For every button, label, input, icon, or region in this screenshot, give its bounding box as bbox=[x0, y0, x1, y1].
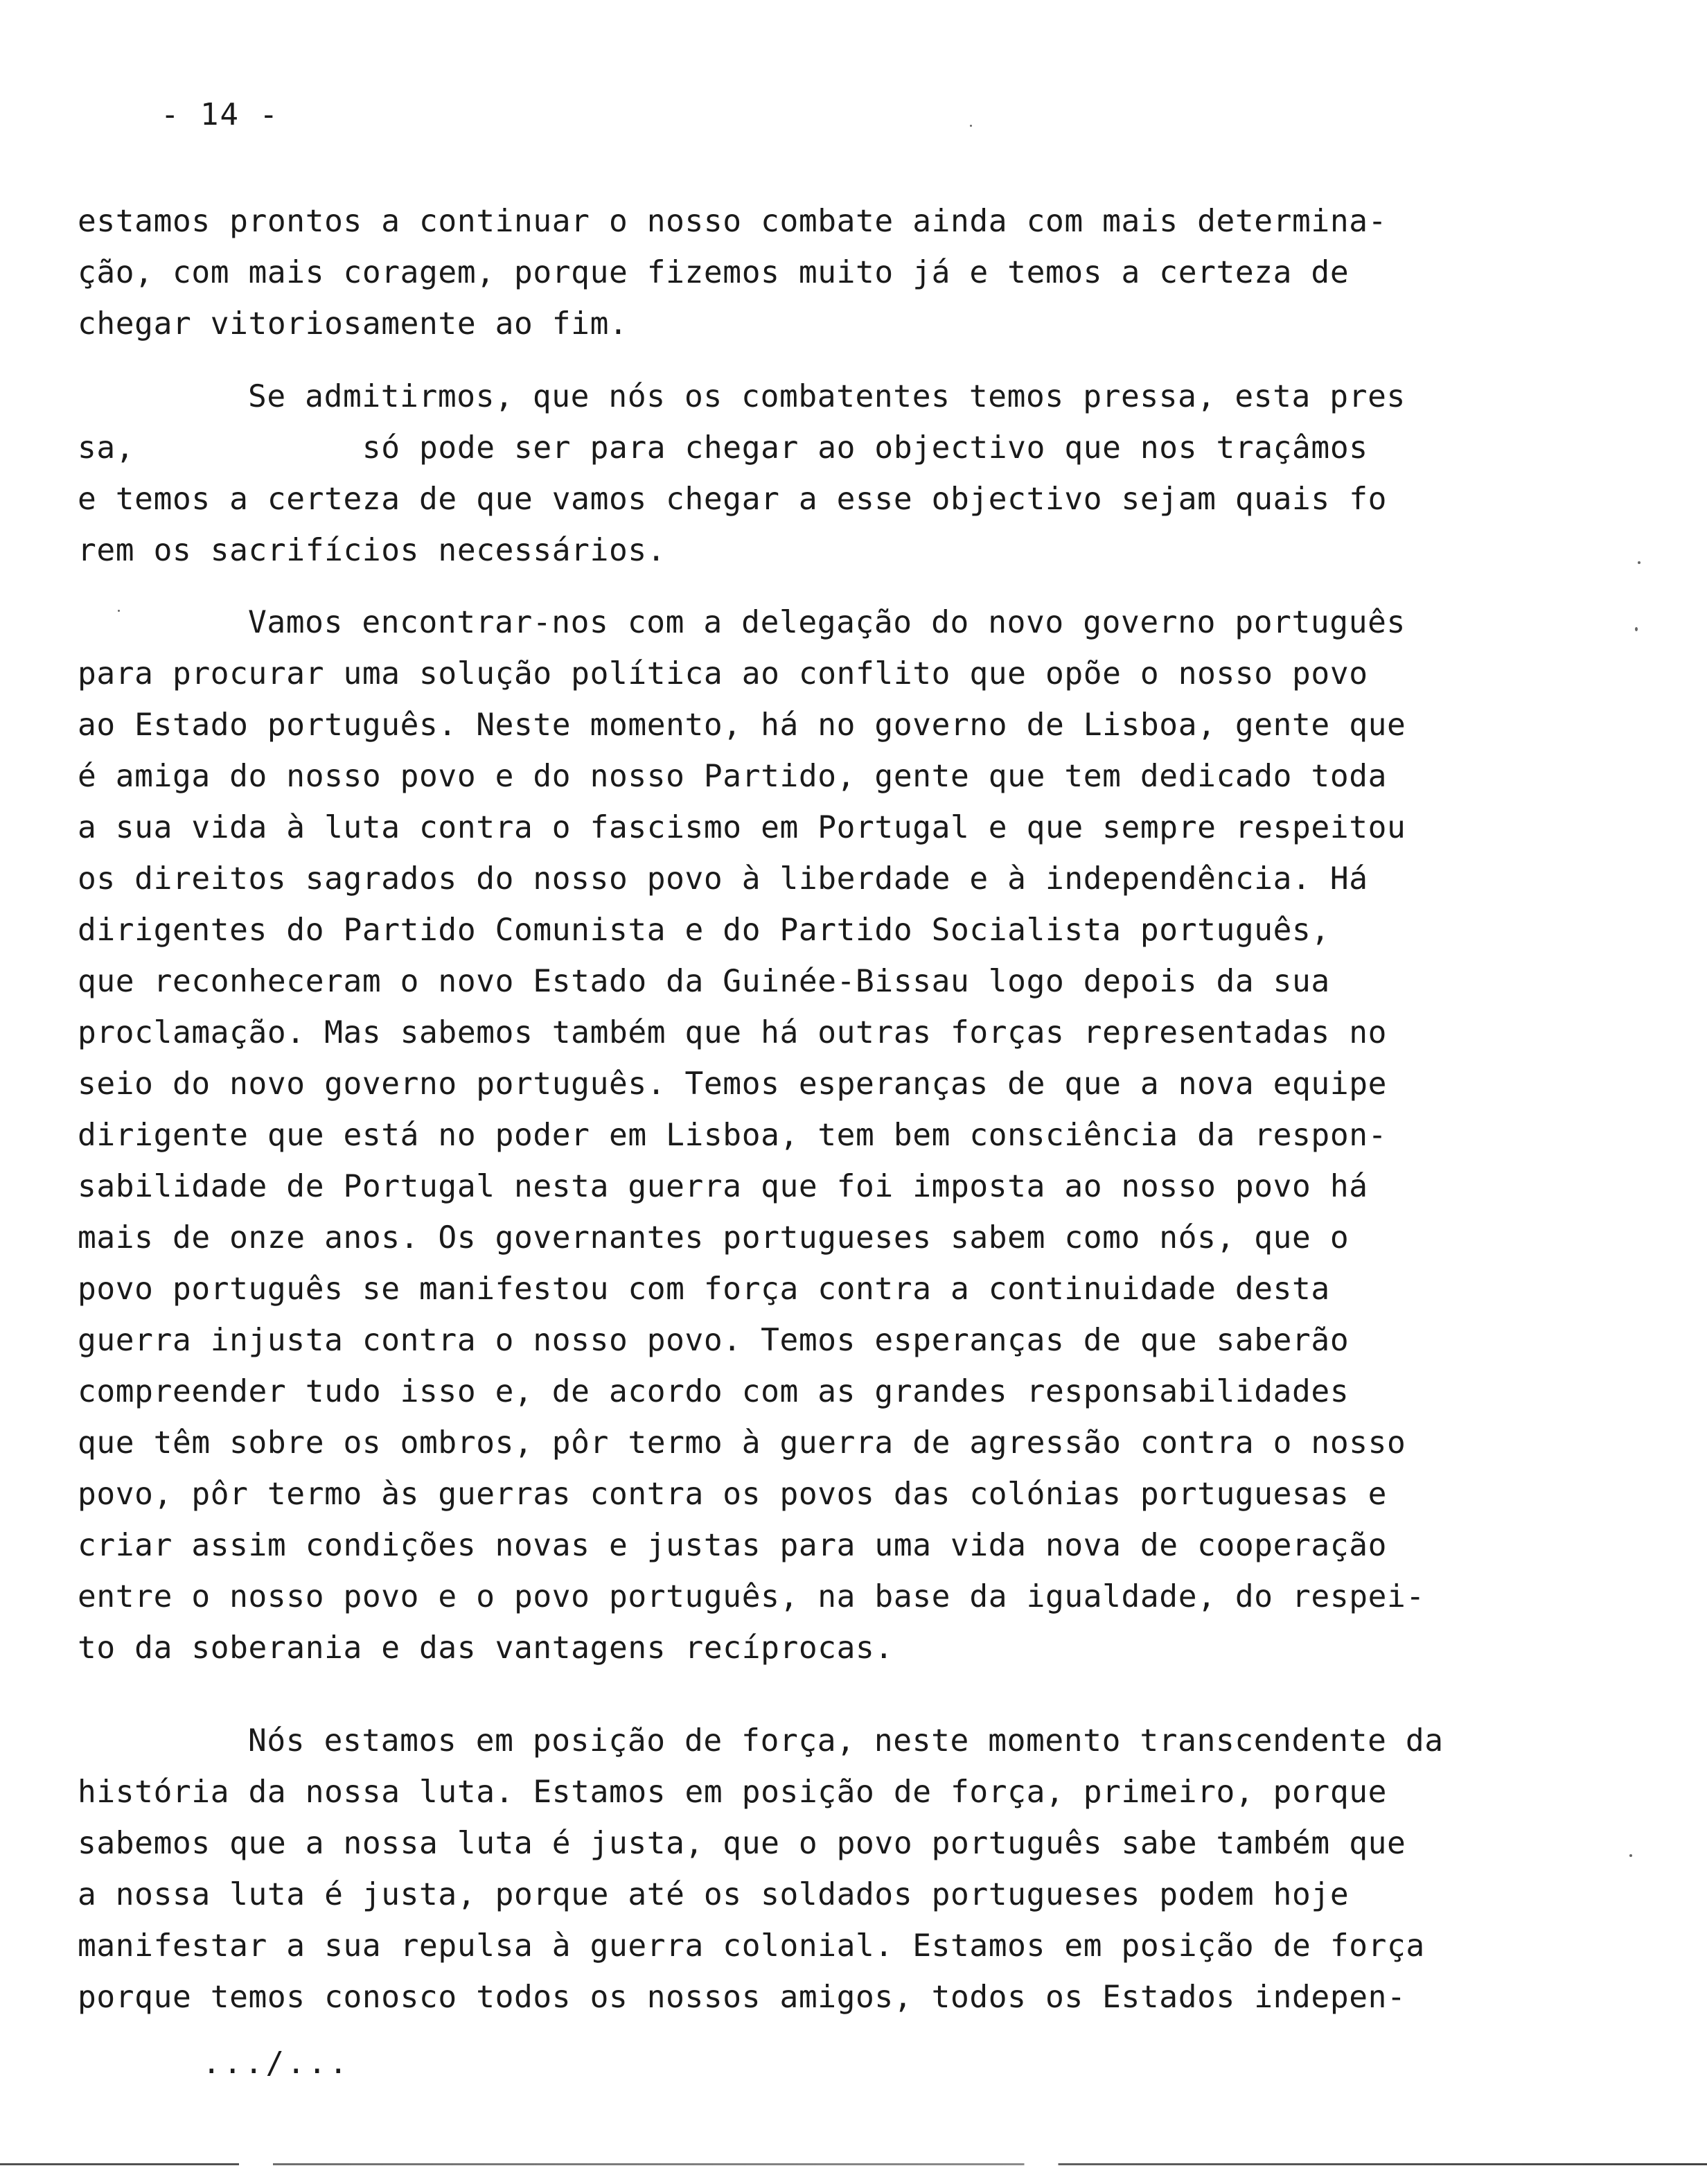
scan-speck bbox=[1635, 627, 1638, 631]
text-line: os direitos sagrados do nosso povo à liberdade e à independência. Há bbox=[78, 861, 1368, 897]
text-line: manifestar a sua repulsa à guerra colonial. Estamos em posição de força bbox=[78, 1928, 1425, 1964]
text-line: estamos prontos a continuar o nosso combate ainda com mais determina- bbox=[78, 204, 1387, 239]
text-line: compreender tudo isso e, de acordo com as grandes responsabilidades bbox=[78, 1374, 1350, 1409]
text-line: ao Estado português. Neste momento, há no governo de Lisboa, gente que bbox=[78, 707, 1406, 743]
text-line: sabilidade de Portugal nesta guerra que foi imposta ao nosso povo há bbox=[78, 1169, 1368, 1204]
text-line: é amiga do nosso povo e do nosso Partido, gente que tem dedicado toda bbox=[78, 759, 1387, 794]
paragraph-1 bbox=[78, 196, 1629, 350]
text-line: para procurar uma solução política ao conflito que opõe o nosso povo bbox=[78, 656, 1368, 692]
paragraph-2 bbox=[78, 371, 1629, 576]
text-line: que têm sobre os ombros, pôr termo à guerra de agressão contra o nosso bbox=[78, 1425, 1406, 1461]
text-line: que reconheceram o novo Estado da Guinée-Bissau logo depois da sua bbox=[78, 964, 1330, 999]
text-line: chegar vitoriosamente ao fim. bbox=[78, 306, 628, 342]
text-line: ção, com mais coragem, porque fizemos muito já e temos a certeza de bbox=[78, 255, 1350, 290]
text-line: a nossa luta é justa, porque até os soldados portugueses podem hoje bbox=[78, 1877, 1350, 1912]
text-line: sabemos que a nossa luta é justa, que o povo português sabe também que bbox=[78, 1826, 1406, 1861]
continuation-mark: .../... bbox=[202, 2045, 351, 2081]
text-line: seio do novo governo português. Temos esperanças de que a nova equipe bbox=[78, 1066, 1387, 1102]
text-line: proclamação. Mas sabemos também que há outras forças representadas no bbox=[78, 1015, 1387, 1050]
text-line: Nós estamos em posição de força, neste momento transcendente da bbox=[248, 1723, 1444, 1759]
text-line: porque temos conosco todos os nossos amigos, todos os Estados indepen- bbox=[78, 1980, 1406, 2015]
text-line: Vamos encontrar-nos com a delegação do novo governo português bbox=[248, 605, 1406, 640]
text-line: história da nossa luta. Estamos em posição de força, primeiro, porque bbox=[78, 1774, 1387, 1810]
page-number: - 14 - bbox=[161, 97, 279, 132]
text-line: povo português se manifestou com força contra a continuidade desta bbox=[78, 1271, 1330, 1307]
scan-speck bbox=[118, 610, 120, 612]
text-line: povo, pôr termo às guerras contra os povos das colónias portuguesas e bbox=[78, 1477, 1387, 1512]
text-line: dirigente que está no poder em Lisboa, tem bem consciência da respon- bbox=[78, 1118, 1387, 1153]
text-line: a sua vida à luta contra o fascismo em Portugal e que sempre respeitou bbox=[78, 810, 1406, 845]
scan-speck bbox=[1629, 1854, 1632, 1857]
text-line: entre o nosso povo e o povo português, na base da igualdade, do respei- bbox=[78, 1579, 1425, 1614]
text-line: sa, só pode ser para chegar ao objectivo que nos traçâmos bbox=[78, 430, 1368, 466]
text-line: e temos a certeza de que vamos chegar a esse objectivo sejam quais fo bbox=[78, 482, 1387, 517]
text-line: criar assim condições novas e justas para uma vida nova de cooperação bbox=[78, 1528, 1387, 1563]
scan-speck bbox=[1638, 561, 1640, 564]
text-line: rem os sacrifícios necessários. bbox=[78, 533, 666, 568]
scan-edge-line bbox=[0, 2163, 1707, 2165]
paragraph-4 bbox=[78, 1716, 1629, 2023]
text-line: Se admitirmos, que nós os combatentes temos pressa, esta pres bbox=[248, 379, 1406, 414]
scan-speck bbox=[970, 125, 972, 127]
text-line: mais de onze anos. Os governantes portugueses sabem como nós, que o bbox=[78, 1220, 1350, 1256]
text-line: to da soberania e das vantagens recíprocas. bbox=[78, 1630, 894, 1666]
text-line: guerra injusta contra o nosso povo. Temos esperanças de que saberão bbox=[78, 1323, 1350, 1358]
text-line: dirigentes do Partido Comunista e do Partido Socialista português, bbox=[78, 913, 1330, 948]
paragraph-3 bbox=[78, 597, 1629, 1674]
